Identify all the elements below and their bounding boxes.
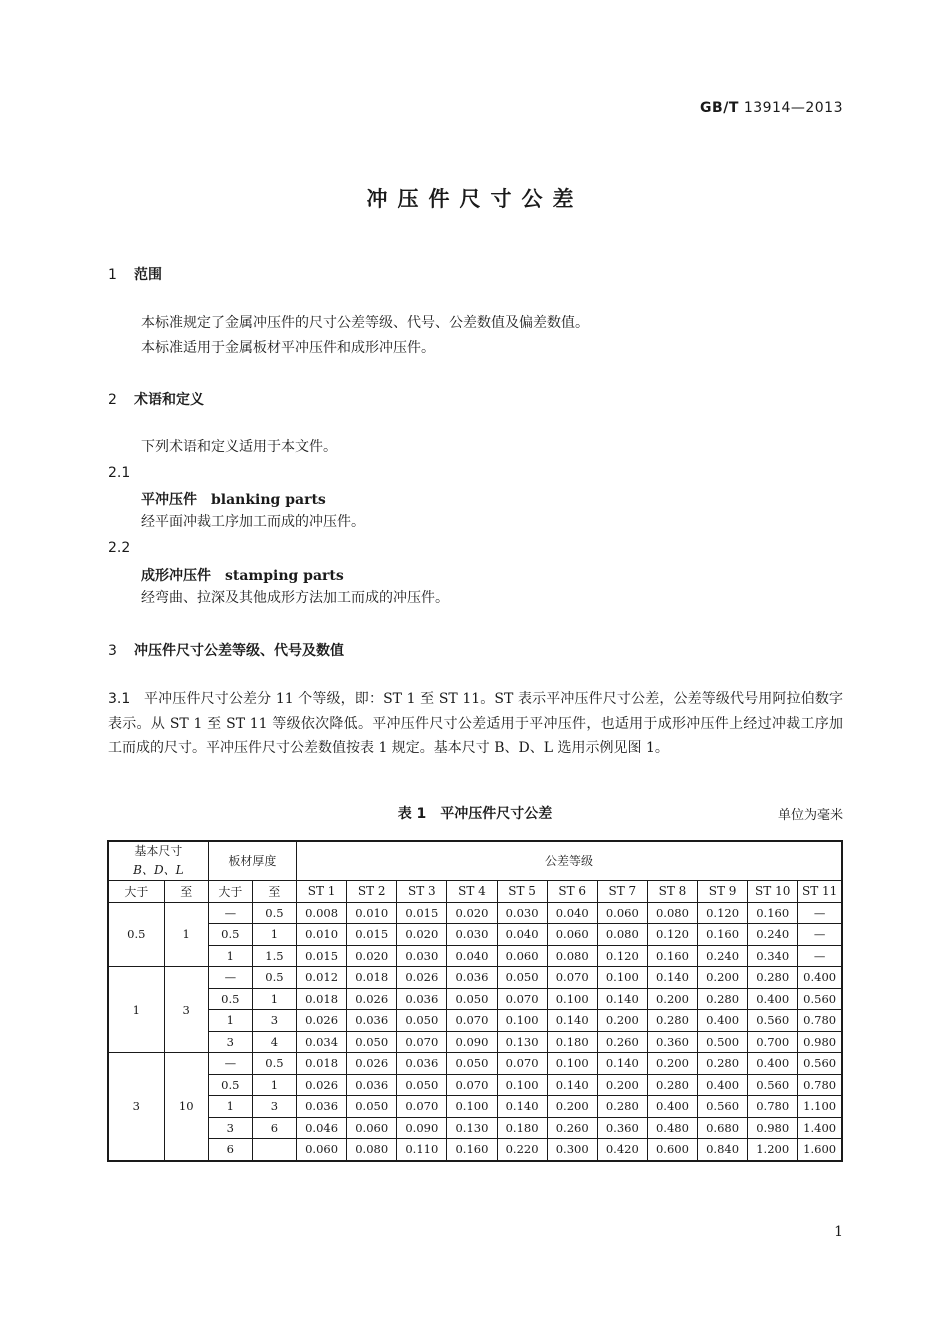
tolerance-value-cell: 0.036 <box>347 1010 397 1032</box>
tolerance-value-cell: 0.780 <box>798 1074 842 1096</box>
thickness-over-cell: 0.5 <box>208 988 252 1010</box>
tolerance-value-cell: 0.200 <box>597 1010 647 1032</box>
tolerance-value-cell: 0.280 <box>647 1010 697 1032</box>
tolerance-value-cell: 0.030 <box>497 902 547 924</box>
tolerance-value-cell: 0.080 <box>347 1139 397 1161</box>
tolerance-value-cell: 0.100 <box>447 1096 497 1118</box>
term-2-chinese: 成形冲压件 <box>141 568 211 584</box>
standard-number: 13914—2013 <box>743 100 843 116</box>
table-row <box>108 1053 842 1075</box>
size-over-cell: 0.5 <box>108 902 164 967</box>
section-3-heading <box>108 640 344 660</box>
tolerance-value-cell: 0.200 <box>647 1053 697 1075</box>
tolerance-value-cell: 0.120 <box>597 945 647 967</box>
tolerance-value-cell: 0.080 <box>597 924 647 946</box>
tolerance-value-cell: 0.070 <box>497 988 547 1010</box>
tolerance-value-cell: 0.018 <box>297 988 347 1010</box>
thickness-over-cell: — <box>208 1053 252 1075</box>
tolerance-value-cell: 0.100 <box>597 967 647 989</box>
thickness-over-cell: 0.5 <box>208 1074 252 1096</box>
tolerance-value-cell: 0.050 <box>397 1010 447 1032</box>
tolerance-value-cell: 0.160 <box>647 945 697 967</box>
tolerance-value-cell: 0.050 <box>447 988 497 1010</box>
size-upto-header: 至 <box>164 881 208 903</box>
tolerance-value-cell: 0.100 <box>497 1074 547 1096</box>
grade-header-st4: ST 4 <box>447 881 497 903</box>
tolerance-value-cell: 0.280 <box>597 1096 647 1118</box>
tolerance-value-cell: 0.240 <box>698 945 748 967</box>
table-row <box>108 1139 842 1161</box>
document-title: 冲压件尺寸公差 <box>366 187 584 211</box>
tolerance-value-cell: 0.340 <box>748 945 798 967</box>
section-1-para-1: 本标准规定了金属冲压件的尺寸公差等级、代号、公差数值及偏差数值。 <box>141 315 589 331</box>
section-2-heading <box>108 389 204 409</box>
tolerance-value-cell: 0.500 <box>698 1031 748 1053</box>
clause-3-1-number: 3.1 <box>108 691 131 707</box>
tolerance-value-cell: 1.600 <box>798 1139 842 1161</box>
tolerance-value-cell: 0.130 <box>497 1031 547 1053</box>
thickness-upto-cell: 3 <box>252 1010 296 1032</box>
clause-3-1-text: 平冲压件尺寸公差分 11 个等级，即：ST 1 至 ST 11。ST 表示平冲压件尺寸公差，公差等级代号用阿拉伯数字表示。从 ST 1 至 ST 11 等级依次降低。平冲压件尺寸公差适用于平冲压件，也适用于成形冲压件上经过冲裁工序加工而成的尺寸。平冲压件尺寸公差数值按表 1 规定。基本尺寸 B、D、L 选用示例见图 1。 <box>108 691 843 756</box>
tolerance-value-cell: 0.060 <box>297 1139 347 1161</box>
tolerance-value-cell: 0.030 <box>397 945 447 967</box>
tolerance-value-cell: 0.026 <box>297 1010 347 1032</box>
tolerance-value-cell: 0.080 <box>547 945 597 967</box>
basic-size-header <box>108 841 208 881</box>
table-row <box>108 988 842 1010</box>
tolerance-value-cell: 0.140 <box>547 1074 597 1096</box>
tolerance-value-cell: 0.560 <box>798 988 842 1010</box>
tolerance-value-cell: 0.480 <box>647 1117 697 1139</box>
tolerance-value-cell: 0.140 <box>547 1010 597 1032</box>
section-3-title: 冲压件尺寸公差等级、代号及数值 <box>134 643 344 659</box>
tolerance-value-cell: 0.070 <box>547 967 597 989</box>
tolerance-value-cell: 0.026 <box>347 1053 397 1075</box>
tolerance-value-cell: 0.120 <box>647 924 697 946</box>
tolerance-value-cell: 0.020 <box>347 945 397 967</box>
grade-header-st3: ST 3 <box>397 881 447 903</box>
grade-header-st6: ST 6 <box>547 881 597 903</box>
basic-size-label: 基本尺寸 <box>134 844 183 858</box>
tolerance-value-cell: 0.070 <box>497 1053 547 1075</box>
tolerance-value-cell: 0.300 <box>547 1139 597 1161</box>
thickness-upto-cell: 1 <box>252 1074 296 1096</box>
tolerance-value-cell: 0.560 <box>698 1096 748 1118</box>
tolerance-value-cell: 0.070 <box>447 1074 497 1096</box>
thickness-upto-cell: 0.5 <box>252 902 296 924</box>
term-1 <box>141 489 326 509</box>
tolerance-value-cell: 0.034 <box>297 1031 347 1053</box>
tolerance-value-cell: 0.018 <box>297 1053 347 1075</box>
thickness-over-cell: 3 <box>208 1117 252 1139</box>
tolerance-value-cell: 0.015 <box>397 902 447 924</box>
tolerance-value-cell: 0.060 <box>547 924 597 946</box>
tolerance-value-cell: 0.260 <box>597 1031 647 1053</box>
tolerance-value-cell: 0.060 <box>497 945 547 967</box>
term-1-definition: 经平面冲裁工序加工而成的冲压件。 <box>141 514 365 530</box>
tolerance-value-cell: 0.400 <box>698 1074 748 1096</box>
thickness-over-cell: 1 <box>208 1010 252 1032</box>
tolerance-value-cell: 0.090 <box>397 1117 447 1139</box>
tolerance-value-cell: 0.360 <box>647 1031 697 1053</box>
tolerance-value-cell: — <box>798 945 842 967</box>
thickness-over-cell: 3 <box>208 1031 252 1053</box>
tolerance-value-cell: 0.060 <box>347 1117 397 1139</box>
thickness-over-cell: 0.5 <box>208 924 252 946</box>
thickness-upto-cell: 6 <box>252 1117 296 1139</box>
tolerance-value-cell: 0.040 <box>547 902 597 924</box>
tolerance-value-cell: 0.030 <box>447 924 497 946</box>
table-row <box>108 1117 842 1139</box>
tolerance-value-cell: 0.036 <box>297 1096 347 1118</box>
term-2-english: stamping parts <box>225 568 344 584</box>
tolerance-value-cell: 0.080 <box>647 902 697 924</box>
table-row <box>108 902 842 924</box>
tolerance-value-cell: 1.200 <box>748 1139 798 1161</box>
standard-code <box>600 100 843 116</box>
thickness-over-cell: — <box>208 902 252 924</box>
thickness-over-cell: 1 <box>208 945 252 967</box>
tolerance-value-cell: 0.020 <box>397 924 447 946</box>
grade-header-st9: ST 9 <box>698 881 748 903</box>
tolerance-value-cell: 0.026 <box>347 988 397 1010</box>
tolerance-value-cell: 0.110 <box>397 1139 447 1161</box>
tolerance-value-cell: 0.180 <box>497 1117 547 1139</box>
table-row <box>108 1074 842 1096</box>
section-1-title: 范围 <box>134 267 162 283</box>
tolerance-value-cell: 0.026 <box>297 1074 347 1096</box>
basic-size-symbols: B、D、L <box>133 863 184 877</box>
tolerance-value-cell: 0.050 <box>447 1053 497 1075</box>
tolerance-value-cell: 0.036 <box>397 988 447 1010</box>
section-2-number: 2 <box>108 392 117 408</box>
table-row <box>108 1031 842 1053</box>
tolerance-value-cell: 0.015 <box>297 945 347 967</box>
tolerance-value-cell: 0.100 <box>547 1053 597 1075</box>
tolerance-value-cell: 0.020 <box>447 902 497 924</box>
tolerance-value-cell: 0.060 <box>597 902 647 924</box>
tolerance-value-cell: 0.280 <box>698 1053 748 1075</box>
size-over-header: 大于 <box>108 881 164 903</box>
tolerance-value-cell: 0.010 <box>347 902 397 924</box>
tolerance-value-cell: 0.036 <box>347 1074 397 1096</box>
grade-header-st10: ST 10 <box>748 881 798 903</box>
thickness-upto-cell: 1 <box>252 988 296 1010</box>
tolerance-value-cell: 0.015 <box>347 924 397 946</box>
table-row <box>108 924 842 946</box>
tolerance-value-cell: 0.400 <box>798 967 842 989</box>
tolerance-value-cell: 0.560 <box>748 1010 798 1032</box>
tolerance-value-cell: 0.200 <box>698 967 748 989</box>
tolerance-value-cell: 0.180 <box>547 1031 597 1053</box>
tolerance-value-cell: 0.160 <box>447 1139 497 1161</box>
tolerance-value-cell: 0.260 <box>547 1117 597 1139</box>
tolerance-value-cell: 0.980 <box>748 1117 798 1139</box>
tolerance-value-cell: 0.012 <box>297 967 347 989</box>
tolerance-value-cell: 0.130 <box>447 1117 497 1139</box>
tolerance-value-cell: 0.036 <box>447 967 497 989</box>
tolerance-value-cell: 0.140 <box>647 967 697 989</box>
standard-prefix: GB/T <box>700 100 739 116</box>
tolerance-value-cell: 0.160 <box>698 924 748 946</box>
table-row <box>108 1010 842 1032</box>
tolerance-value-cell: 1.400 <box>798 1117 842 1139</box>
tolerance-value-cell: 0.700 <box>748 1031 798 1053</box>
tolerance-value-cell: 0.200 <box>647 988 697 1010</box>
size-over-cell: 3 <box>108 1053 164 1161</box>
tolerance-value-cell: 0.980 <box>798 1031 842 1053</box>
tolerance-value-cell: 0.200 <box>547 1096 597 1118</box>
tolerance-value-cell: 0.040 <box>497 924 547 946</box>
size-upto-cell: 1 <box>164 902 208 967</box>
table-row <box>108 945 842 967</box>
grade-header-st1: ST 1 <box>297 881 347 903</box>
grade-header-st7: ST 7 <box>597 881 647 903</box>
tolerance-value-cell: 0.840 <box>698 1139 748 1161</box>
tolerance-value-cell: 0.090 <box>447 1031 497 1053</box>
size-upto-cell: 10 <box>164 1053 208 1161</box>
tolerance-value-cell: 0.046 <box>297 1117 347 1139</box>
term-2-number: 2.2 <box>108 540 131 556</box>
tolerance-value-cell: 0.780 <box>748 1096 798 1118</box>
tolerance-value-cell: 0.070 <box>447 1010 497 1032</box>
tolerance-value-cell: 0.050 <box>347 1096 397 1118</box>
term-1-chinese: 平冲压件 <box>141 492 197 508</box>
grade-header-st5: ST 5 <box>497 881 547 903</box>
thickness-over-header: 大于 <box>208 881 252 903</box>
thickness-header: 板材厚度 <box>208 841 296 881</box>
tolerance-value-cell: 0.240 <box>748 924 798 946</box>
thickness-over-cell: 6 <box>208 1139 252 1161</box>
thickness-upto-cell: 3 <box>252 1096 296 1118</box>
section-2-intro: 下列术语和定义适用于本文件。 <box>141 439 337 455</box>
tolerance-value-cell: 0.160 <box>748 902 798 924</box>
thickness-upto-cell: 0.5 <box>252 1053 296 1075</box>
tolerance-value-cell: 0.100 <box>547 988 597 1010</box>
tolerance-value-cell: 0.560 <box>748 1074 798 1096</box>
tolerance-value-cell: 1.100 <box>798 1096 842 1118</box>
size-upto-cell: 3 <box>164 967 208 1053</box>
tolerance-value-cell: 0.560 <box>798 1053 842 1075</box>
tolerance-value-cell: 0.220 <box>497 1139 547 1161</box>
table-1-unit: 单位为毫米 <box>777 808 843 823</box>
tolerance-table <box>107 840 843 1162</box>
table-row <box>108 967 842 989</box>
tolerance-value-cell: — <box>798 924 842 946</box>
tolerance-value-cell: 0.400 <box>748 1053 798 1075</box>
term-1-number: 2.1 <box>108 465 131 481</box>
tolerance-value-cell: 0.780 <box>798 1010 842 1032</box>
thickness-upto-header: 至 <box>252 881 296 903</box>
tolerance-value-cell: 0.200 <box>597 1074 647 1096</box>
tolerance-value-cell: 0.070 <box>397 1031 447 1053</box>
grade-header: 公差等级 <box>297 841 843 881</box>
grade-header-st2: ST 2 <box>347 881 397 903</box>
tolerance-value-cell: 0.400 <box>647 1096 697 1118</box>
thickness-upto-cell <box>252 1139 296 1161</box>
term-1-english: blanking parts <box>211 492 326 508</box>
tolerance-value-cell: 0.360 <box>597 1117 647 1139</box>
section-1-para-2: 本标准适用于金属板材平冲压件和成形冲压件。 <box>141 340 435 356</box>
thickness-upto-cell: 4 <box>252 1031 296 1053</box>
thickness-over-cell: — <box>208 967 252 989</box>
tolerance-value-cell: 0.400 <box>698 1010 748 1032</box>
tolerance-value-cell: 0.680 <box>698 1117 748 1139</box>
grade-header-st8: ST 8 <box>647 881 697 903</box>
term-2 <box>141 565 344 585</box>
table-1-caption: 表 1 平冲压件尺寸公差 <box>397 806 553 822</box>
tolerance-value-cell: 0.400 <box>748 988 798 1010</box>
term-2-definition: 经弯曲、拉深及其他成形方法加工而成的冲压件。 <box>141 590 449 606</box>
table-row <box>108 1096 842 1118</box>
tolerance-value-cell: 0.280 <box>647 1074 697 1096</box>
tolerance-value-cell: 0.008 <box>297 902 347 924</box>
section-1-heading <box>108 264 162 284</box>
size-over-cell: 1 <box>108 967 164 1053</box>
tolerance-value-cell: 0.010 <box>297 924 347 946</box>
tolerance-value-cell: 0.018 <box>347 967 397 989</box>
tolerance-value-cell: 0.120 <box>698 902 748 924</box>
thickness-upto-cell: 0.5 <box>252 967 296 989</box>
tolerance-value-cell: 0.140 <box>497 1096 547 1118</box>
tolerance-value-cell: 0.420 <box>597 1139 647 1161</box>
thickness-over-cell: 1 <box>208 1096 252 1118</box>
tolerance-value-cell: — <box>798 902 842 924</box>
tolerance-value-cell: 0.600 <box>647 1139 697 1161</box>
tolerance-value-cell: 0.140 <box>597 1053 647 1075</box>
clause-3-1 <box>108 687 843 761</box>
thickness-upto-cell: 1.5 <box>252 945 296 967</box>
tolerance-value-cell: 0.280 <box>748 967 798 989</box>
tolerance-value-cell: 0.050 <box>347 1031 397 1053</box>
tolerance-value-cell: 0.100 <box>497 1010 547 1032</box>
page-number: 1 <box>834 1224 843 1240</box>
tolerance-value-cell: 0.280 <box>698 988 748 1010</box>
section-3-number: 3 <box>108 643 117 659</box>
tolerance-value-cell: 0.040 <box>447 945 497 967</box>
tolerance-value-cell: 0.036 <box>397 1053 447 1075</box>
section-2-title: 术语和定义 <box>134 392 204 408</box>
tolerance-value-cell: 0.070 <box>397 1096 447 1118</box>
grade-header-st11: ST 11 <box>798 881 842 903</box>
tolerance-value-cell: 0.026 <box>397 967 447 989</box>
section-1-number: 1 <box>108 267 117 283</box>
tolerance-value-cell: 0.140 <box>597 988 647 1010</box>
thickness-upto-cell: 1 <box>252 924 296 946</box>
tolerance-value-cell: 0.050 <box>397 1074 447 1096</box>
tolerance-value-cell: 0.050 <box>497 967 547 989</box>
